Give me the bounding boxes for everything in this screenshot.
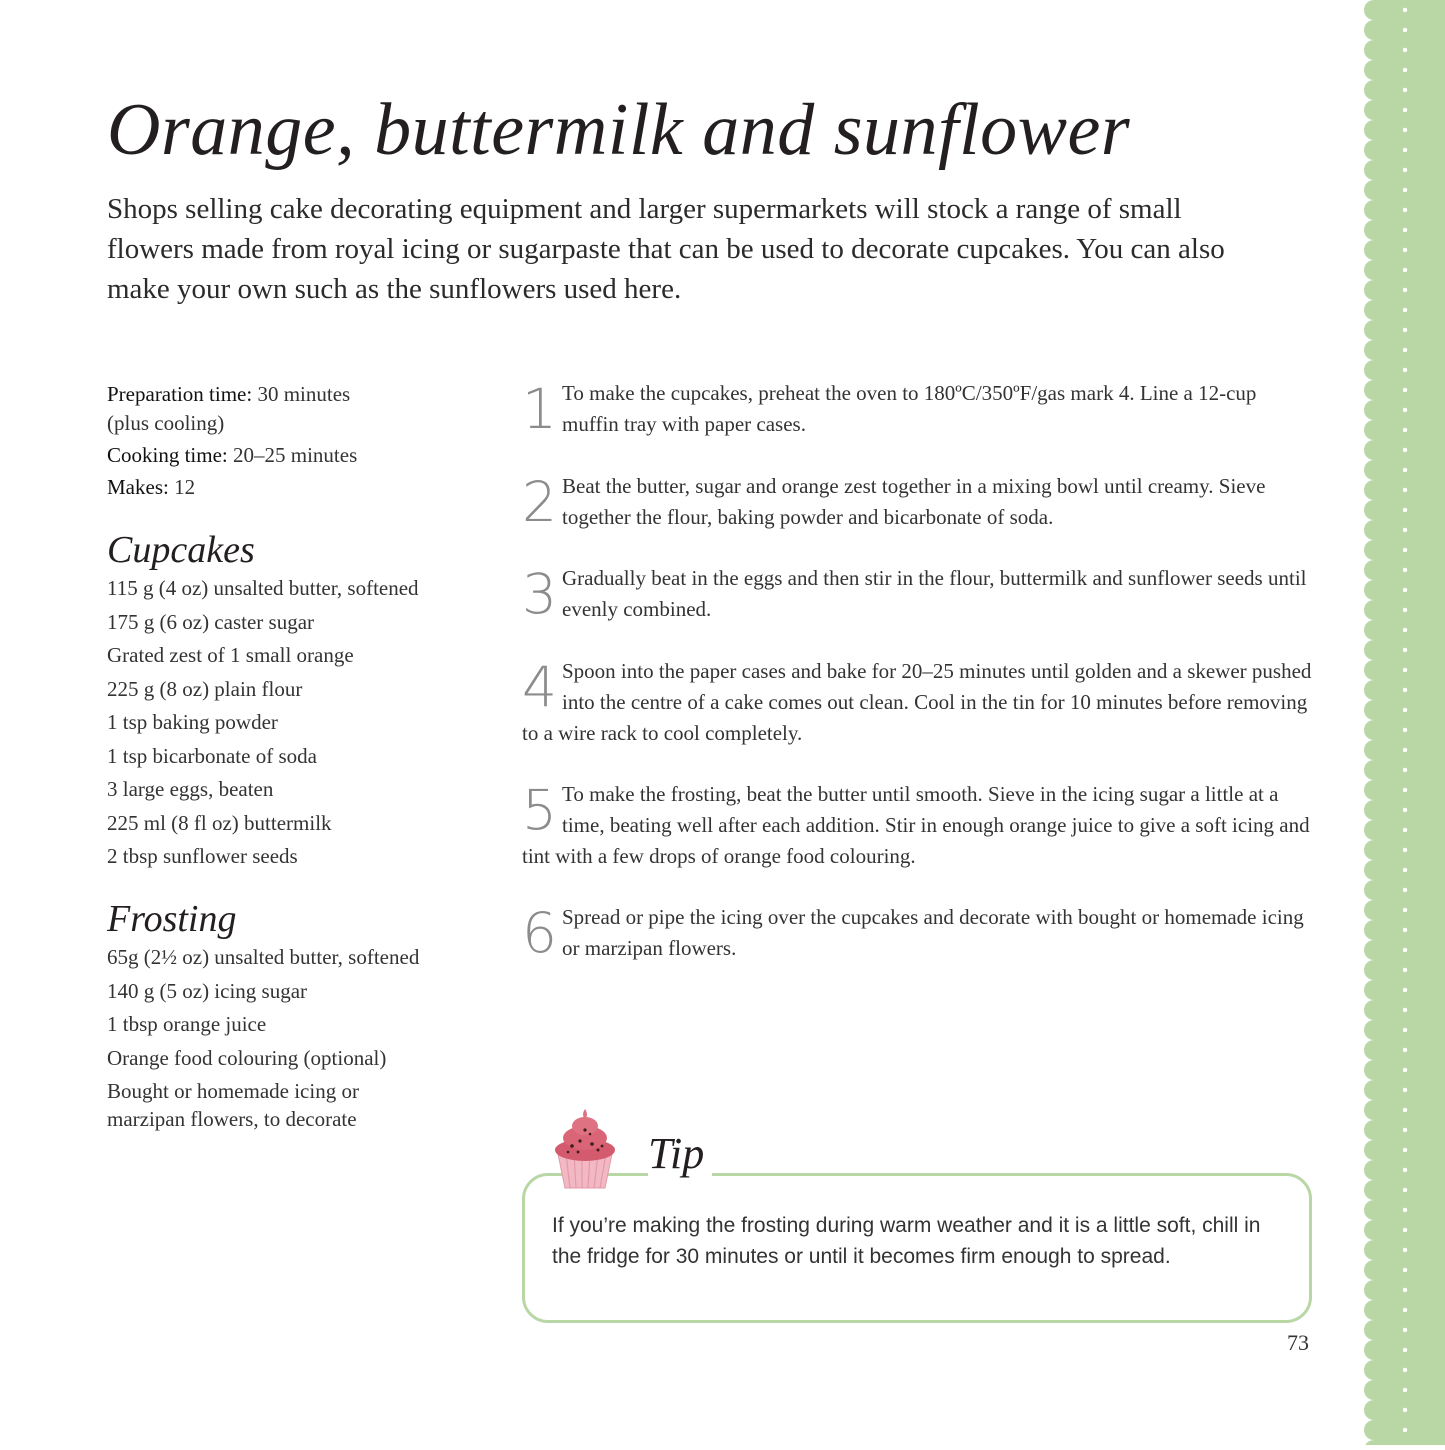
ingredient-item: 175 g (6 oz) caster sugar xyxy=(107,609,315,634)
ingredient-item: 1 tsp bicarbonate of soda xyxy=(107,743,317,768)
cupcakes-ingredient-list xyxy=(107,572,419,874)
tip-heading: Tip xyxy=(648,1128,712,1179)
ingredient-item: 3 large eggs, beaten xyxy=(107,777,274,801)
prep-note: (plus cooling) xyxy=(107,411,225,435)
ingredient-item: Orange food colouring (optional) xyxy=(107,1045,387,1070)
method-step xyxy=(522,656,1312,749)
step-number: 5 xyxy=(522,778,557,842)
ingredient-item: 140 g (5 oz) icing sugar xyxy=(107,978,308,1003)
intro-paragraph: Shops selling cake decorating equipment and larger supermarkets will stock a range of small flowers made from royal icing or sugarpaste that can be used to decorate cupcakes. You can also make your own such as the sunflowers used here. xyxy=(107,193,1225,305)
step-number: 6 xyxy=(522,901,557,965)
step-text: To make the frosting, beat the butter until smooth. Sieve in the icing sugar a little at a time, beating well after each addition. Stir in enough orange juice to give a soft icing and tint with a few drops of orange food colouring. xyxy=(522,782,1310,868)
ingredient-item: 225 g (8 oz) plain flour xyxy=(107,676,303,701)
step-number: 1 xyxy=(522,377,557,441)
method-step xyxy=(522,378,1312,440)
cupcakes-heading: Cupcakes xyxy=(107,529,255,571)
ingredient-item: 1 tbsp orange juice xyxy=(107,1012,267,1036)
ingredient-item: 65g (2½ oz) unsalted butter, softened xyxy=(107,945,420,969)
prep-value: 30 minutes xyxy=(257,382,351,406)
step-text: Spoon into the paper cases and bake for 20–25 minutes until golden and a skewer pushed into the centre of a cake comes out clean. Cool in the tin for 10 minutes before removing to a wire rack to cool completely. xyxy=(522,659,1312,745)
step-text: Spread or pipe the icing over the cupcakes and decorate with bought or homemade icing or marzipan flowers. xyxy=(562,905,1304,960)
step-text: To make the cupcakes, preheat the oven to 180ºC/350ºF/gas mark 4. Line a 12-cup muffin tray with paper cases. xyxy=(562,381,1257,436)
ingredient-item: 1 tsp baking powder xyxy=(107,710,278,734)
cupcake-icon xyxy=(550,1106,620,1190)
frosting-ingredient-list xyxy=(107,941,427,1133)
makes-label: Makes: xyxy=(107,475,169,499)
scalloped-border xyxy=(1360,0,1445,1445)
ingredient-item: 2 tbsp sunflower seeds xyxy=(107,844,298,868)
step-number: 2 xyxy=(522,470,557,534)
cook-label: Cooking time: xyxy=(107,443,228,467)
ingredient-item: 115 g (4 oz) unsalted butter, softened xyxy=(107,576,419,600)
makes-value: 12 xyxy=(174,475,196,499)
ingredient-item: 225 ml (8 fl oz) buttermilk xyxy=(107,810,332,835)
page-title: Orange, buttermilk and sunflower xyxy=(107,89,1131,171)
prep-label: Preparation time: xyxy=(107,382,253,406)
tip-text: If you’re making the frosting during warm weather and it is a little soft, chill in the fridge for 30 minutes or until it becomes firm enough to spread. xyxy=(552,1214,1261,1268)
step-number: 4 xyxy=(522,655,557,719)
frosting-heading: Frosting xyxy=(107,898,237,940)
cook-value: 20–25 minutes xyxy=(233,443,358,467)
step-text: Beat the butter, sugar and orange zest together in a mixing bowl until creamy. Sieve together the flour, baking powder and bicarbonate of soda. xyxy=(562,474,1266,529)
page-number: 73 xyxy=(1287,1330,1309,1355)
step-text: Gradually beat in the eggs and then stir in the flour, buttermilk and sunflower seeds until evenly combined. xyxy=(562,566,1307,621)
method-step xyxy=(522,563,1312,625)
ingredient-item: Grated zest of 1 small orange xyxy=(107,643,354,667)
step-number: 3 xyxy=(522,562,557,626)
method-step xyxy=(522,902,1312,964)
ingredient-item: Bought or homemade icing or marzipan flowers, to decorate xyxy=(107,1079,359,1131)
recipe-meta xyxy=(107,380,437,502)
method-step xyxy=(522,471,1312,533)
method-step xyxy=(522,779,1312,872)
